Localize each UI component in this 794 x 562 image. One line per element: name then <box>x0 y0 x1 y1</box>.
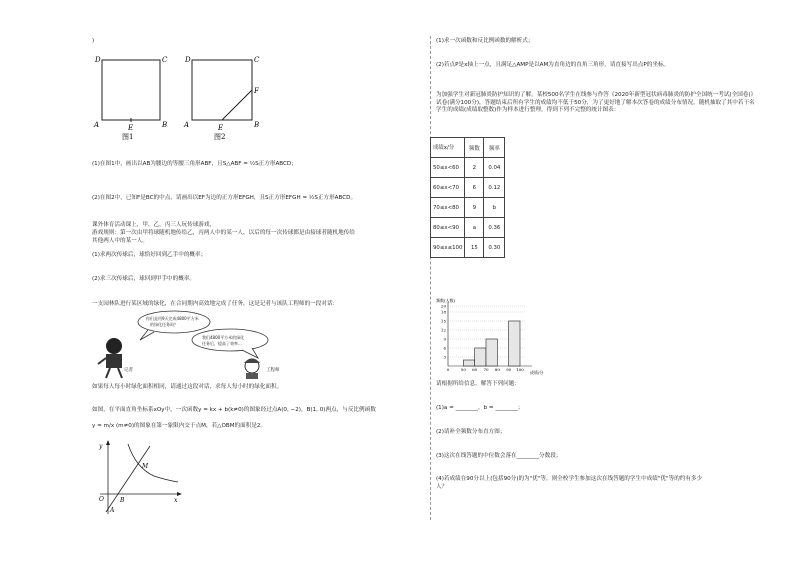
hist-bar <box>486 339 497 366</box>
graph-label-o: O <box>99 496 104 503</box>
fig2-label-b: B <box>254 121 260 129</box>
figure-1 <box>90 52 170 142</box>
fig1-label-c: C <box>162 56 168 64</box>
function-line-1: 如图，在平面直角坐标系xOy中，一次函数y = kx + b(k≠0)的图象经过点A(0, −2)，B(1, 0)两点，与反比例函数 <box>92 407 376 413</box>
table-cell: 9 <box>465 198 484 218</box>
survey-paragraph: 为加强学生对新冠肺炎防护知识的了解，某校500名学生在线参与作答《2020年新型冠状病毒肺炎的防护全国统一考试(全国卷)》试卷(满分100分)，答题结束后所有学生的成绩均不低于50分，为了更好地了解本次答卷的成绩分布情况，随机抽取了其中若干名学生的成绩(成绩取整数)作为样本进行整理，得到下列不完整的统计图表： <box>436 92 757 113</box>
fig1-label-a: A <box>94 121 100 129</box>
fig1-label-b: B <box>162 121 168 129</box>
hist-ytick-label: 18 <box>440 309 446 315</box>
question-paren: ) <box>92 38 95 44</box>
hist-ytick-label: 12 <box>440 327 446 333</box>
table-row <box>431 238 505 258</box>
fig2-label-d: D <box>185 56 191 64</box>
hist-ytick-label: 15 <box>440 318 446 324</box>
table-row <box>431 158 505 178</box>
hist-ytick-label: 3 <box>443 354 446 360</box>
hist-xlabel: 成绩/分 <box>530 370 544 375</box>
table-cell: b <box>484 198 505 218</box>
table-cell: 70≤x<80 <box>431 198 465 218</box>
hist-ylabel: 频数(人数) <box>436 298 456 303</box>
hist-xtick-label: 100 <box>516 367 524 372</box>
hist-xtick-label: 0 <box>446 367 450 372</box>
table-row <box>431 178 505 198</box>
answer-intro: 请根据所给信息，解答下列问题： <box>436 381 520 387</box>
right-question-1: (1)求一次函数和反比例函数的解析式； <box>436 38 534 44</box>
team-question: 如果每人每小时绿化面积相同，请通过这段对话，求每人每小时的绿化面积。 <box>92 384 283 390</box>
table-header: 频数 <box>465 138 484 158</box>
game-question-2: (2)求三次传球后，球回到甲手中的概率。 <box>92 276 196 282</box>
table-cell: 0.30 <box>484 238 505 258</box>
column-divider <box>430 36 431 520</box>
fig2-label-a: A <box>184 121 190 129</box>
hist-ytick-label: 6 <box>443 345 446 351</box>
question-square-1: (1)在图1中，画出以AB为腰边的等腰三角形ABF，且S△ABF = ½S正方形ABCD； <box>92 161 297 167</box>
table-header: 成绩x/分 <box>431 138 465 158</box>
bubble-1-line-1: 你们是用9天完成4800平方米 <box>146 316 199 321</box>
table-row <box>431 218 505 238</box>
bubble-2-line-2: 任务后，提高了效率... <box>202 341 242 346</box>
graph-label-m: M <box>142 463 149 470</box>
hist-xtick-label: 50 <box>460 367 466 372</box>
bubble-1-line-2: 的绿化任务吗？ <box>150 322 178 327</box>
table-cell: 15 <box>465 238 484 258</box>
fig1-caption: 图1 <box>122 133 134 141</box>
frequency-table <box>430 137 505 258</box>
game-question-1: (1)求两次传球后，球恰好回到乙手中的概率； <box>92 252 207 258</box>
fig2-caption: 图2 <box>214 133 226 141</box>
table-cell: a <box>465 218 484 238</box>
hist-xtick-label: 80 <box>494 367 500 372</box>
reporter-label: 记者 <box>124 368 133 373</box>
bubble-2-line-1: 我们4800平方米的绿化 <box>202 335 245 340</box>
game-line-1: 课外体育活动课上，甲，乙，丙三人玩传球游戏， <box>92 222 216 228</box>
function-graph <box>94 438 184 518</box>
answer-1: (1)a = ________，b = ________； <box>436 405 524 411</box>
table-cell: 60≤x<70 <box>431 178 465 198</box>
hist-bar <box>509 321 520 366</box>
answer-4-line-1: (4)若成绩在90分以上(包括90分)的为"优"等，则全校学生参加这次在线答题的学生中成绩"优"等的约有多少 <box>436 476 703 482</box>
fig1-label-e: E <box>128 124 134 132</box>
figure-2 <box>180 52 266 142</box>
table-cell: 0.12 <box>484 178 505 198</box>
answer-2: (2)请补全频数分布直方图； <box>436 429 506 435</box>
hist-bar <box>463 360 474 366</box>
game-line-2: 游戏规则：第一次由甲将球随机地传给乙，丙两人中的某一人，以后的每一次传球都是由接球者随机地传给 <box>92 230 355 236</box>
fig1-label-d: D <box>95 56 101 64</box>
table-row <box>431 198 505 218</box>
hist-xtick-label: 70 <box>483 367 489 372</box>
graph-label-y: y <box>99 443 103 450</box>
function-line-2: y = m/x (m≠0)的图象在第一象限内交于点M，若△OBM的面积是2。 <box>92 423 267 429</box>
graph-label-a: A <box>110 507 115 514</box>
answer-4-line-2: 人？ <box>436 484 448 490</box>
table-cell: 0.04 <box>484 158 505 178</box>
table-header: 频率 <box>484 138 505 158</box>
hist-xtick-label: 60 <box>472 367 478 372</box>
answer-3: (3)这次在线答题的中位数会落在________分数段； <box>436 453 562 459</box>
fig2-label-c: C <box>254 56 260 64</box>
hist-xtick-label: 90 <box>506 367 512 372</box>
fig2-label-f: F <box>254 87 259 95</box>
game-line-3: 其他两人中的某一人。 <box>92 238 148 244</box>
engineer-label: 工程师 <box>266 368 280 373</box>
table-cell: 6 <box>465 178 484 198</box>
question-square-2: (2)在图2中，已知F是BC的中点，请画出以EF为边的正方形EFGH，且S正方形EFGH = ½S正方形ABCD。 <box>92 195 357 201</box>
table-cell: 0.36 <box>484 218 505 238</box>
histogram-chart <box>432 296 552 378</box>
hist-ytick-label: 9 <box>443 336 446 342</box>
right-question-2: (2)若点P是x轴上一点，且满足△AMP是以AM为直角边的直角三角形，请直接写出点P的坐标。 <box>436 62 670 68</box>
hist-bar <box>475 348 486 366</box>
table-cell: 80≤x<90 <box>431 218 465 238</box>
hist-ytick-label: 20 <box>440 303 446 309</box>
team-intro: 一支园林队进行某区域的绿化，在合同期内高效地完成了任务，这是记者与该队工程师的一段对话： <box>92 301 339 307</box>
table-cell: 2 <box>465 158 484 178</box>
table-header-row <box>431 138 505 158</box>
table-cell: 50≤x<60 <box>431 158 465 178</box>
table-cell: 90≤x≤100 <box>431 238 465 258</box>
graph-label-x: x <box>174 497 178 504</box>
graph-label-b: B <box>120 497 125 504</box>
fig2-label-e: E <box>218 124 224 132</box>
